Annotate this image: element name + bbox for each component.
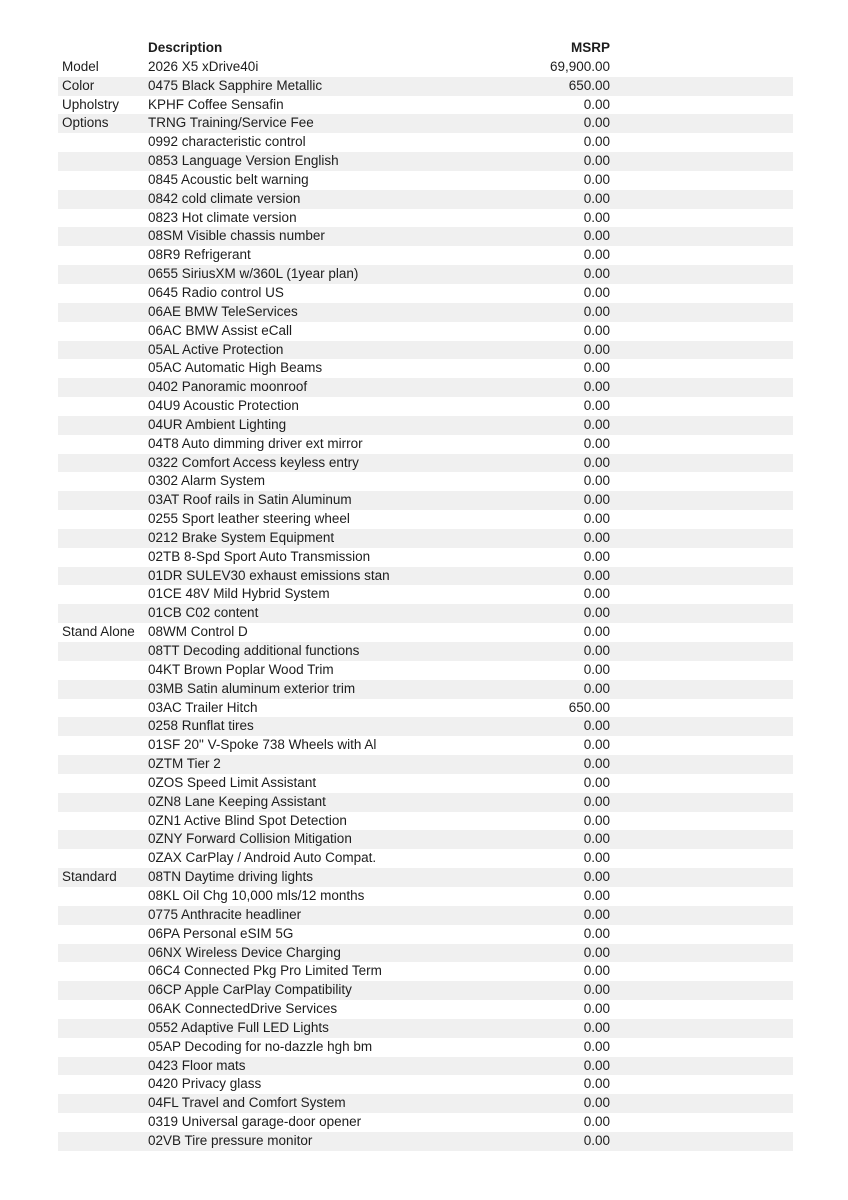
description-cell: 06C4 Connected Pkg Pro Limited Term — [148, 963, 382, 979]
msrp-cell: 0.00 — [583, 511, 610, 527]
msrp-cell: 650.00 — [568, 699, 610, 715]
msrp-cell: 0.00 — [583, 1001, 610, 1017]
msrp-cell: 0.00 — [583, 190, 610, 206]
msrp-cell: 0.00 — [583, 944, 610, 960]
table-row — [58, 529, 793, 548]
description-cell: TRNG Training/Service Fee — [148, 115, 314, 131]
description-cell: KPHF Coffee Sensafin — [148, 96, 284, 112]
description-cell: 0319 Universal garage-door opener — [148, 1114, 362, 1130]
description-cell: 0992 characteristic control — [148, 134, 306, 150]
description-cell: 04T8 Auto dimming driver ext mirror — [148, 435, 363, 451]
msrp-cell: 0.00 — [583, 850, 610, 866]
msrp-cell: 0.00 — [583, 529, 610, 545]
table-row — [58, 133, 793, 152]
msrp-cell: 0.00 — [583, 398, 610, 414]
table-row — [58, 190, 793, 209]
msrp-cell: 0.00 — [583, 1057, 610, 1073]
msrp-cell: 0.00 — [583, 774, 610, 790]
table-row — [58, 378, 793, 397]
description-cell: 02TB 8-Spd Sport Auto Transmission — [148, 548, 371, 564]
msrp-cell: 0.00 — [583, 284, 610, 300]
msrp-cell: 0.00 — [583, 737, 610, 753]
description-cell: 08TT Decoding additional functions — [148, 643, 360, 658]
category-cell: Upholstry — [62, 96, 120, 112]
table-row — [58, 1019, 793, 1038]
table-row — [58, 661, 793, 680]
msrp-cell: 0.00 — [583, 887, 610, 903]
msrp-cell: 0.00 — [583, 1038, 610, 1054]
msrp-cell: 0.00 — [583, 567, 610, 583]
description-cell: 0853 Language Version English — [148, 153, 339, 169]
description-cell: 0552 Adaptive Full LED Lights — [148, 1019, 329, 1035]
table-row — [58, 548, 793, 567]
description-cell: 0258 Runflat tires — [148, 718, 254, 734]
table-row — [58, 472, 793, 491]
description-cell: 0645 Radio control US — [148, 284, 284, 300]
msrp-cell: 0.00 — [583, 266, 610, 282]
table-row — [58, 58, 793, 77]
msrp-cell: 0.00 — [583, 228, 610, 244]
description-cell: 05AP Decoding for no-dazzle hgh bm — [148, 1038, 373, 1054]
msrp-cell: 0.00 — [583, 586, 610, 602]
table-row — [58, 925, 793, 944]
description-cell: 08WM Control D — [148, 624, 248, 640]
description-cell: 0823 Hot climate version — [148, 209, 297, 225]
table-row — [58, 567, 793, 586]
description-cell: 05AC Automatic High Beams — [148, 360, 323, 376]
table-row — [58, 114, 793, 133]
msrp-cell: 0.00 — [583, 1114, 610, 1130]
table-row — [58, 435, 793, 454]
table-row — [58, 1113, 793, 1132]
description-cell: 06AK ConnectedDrive Services — [148, 1001, 338, 1017]
msrp-cell: 0.00 — [583, 209, 610, 225]
category-cell: Options — [62, 115, 109, 131]
table-row — [58, 680, 793, 699]
table-row — [58, 77, 793, 96]
table-row — [58, 981, 793, 1000]
table-row — [58, 171, 793, 190]
msrp-cell: 0.00 — [583, 869, 610, 885]
description-cell: 0322 Comfort Access keyless entry — [148, 454, 359, 470]
description-cell: 06AC BMW Assist eCall — [148, 322, 293, 338]
description-cell: 08R9 Refrigerant — [148, 247, 251, 263]
description-cell: 03AC Trailer Hitch — [148, 699, 258, 715]
description-cell: 0255 Sport leather steering wheel — [148, 511, 350, 527]
table-row — [58, 944, 793, 963]
description-cell: 04UR Ambient Lighting — [148, 416, 287, 432]
description-cell: 01CE 48V Mild Hybrid System — [148, 586, 330, 602]
table-row — [58, 96, 793, 115]
description-cell: 08TN Daytime driving lights — [148, 869, 314, 885]
msrp-cell: 0.00 — [583, 831, 610, 847]
table-row — [58, 227, 793, 246]
description-cell: 03AT Roof rails in Satin Aluminum — [148, 492, 352, 508]
table-header-row — [58, 39, 793, 58]
table-row — [58, 246, 793, 265]
vehicle-options-table — [58, 39, 793, 1151]
msrp-cell: 0.00 — [583, 756, 610, 772]
msrp-cell: 69,900.00 — [549, 58, 610, 74]
msrp-cell: 0.00 — [583, 153, 610, 169]
msrp-cell: 0.00 — [583, 303, 610, 319]
msrp-column-header: MSRP — [570, 40, 610, 55]
description-cell: 0ZTM Tier 2 — [148, 756, 221, 772]
table-row — [58, 454, 793, 473]
table-row — [58, 585, 793, 604]
table-row — [58, 359, 793, 378]
msrp-cell: 0.00 — [583, 134, 610, 150]
description-cell: 03MB Satin aluminum exterior trim — [148, 680, 356, 696]
msrp-cell: 0.00 — [583, 812, 610, 828]
msrp-cell: 0.00 — [583, 661, 610, 677]
table-row — [58, 774, 793, 793]
description-cell: 0ZN8 Lane Keeping Assistant — [148, 793, 326, 809]
description-cell: 0842 cold climate version — [148, 190, 301, 206]
table-row — [58, 604, 793, 623]
msrp-cell: 0.00 — [583, 454, 610, 470]
description-cell: 04KT Brown Poplar Wood Trim — [148, 661, 334, 677]
msrp-cell: 0.00 — [583, 96, 610, 112]
msrp-cell: 0.00 — [583, 492, 610, 508]
description-cell: 0420 Privacy glass — [148, 1076, 262, 1092]
table-body — [58, 58, 793, 1151]
description-cell: 06AE BMW TeleServices — [148, 303, 298, 319]
table-row — [58, 303, 793, 322]
table-row — [58, 341, 793, 360]
table-row — [58, 491, 793, 510]
description-cell: 0475 Black Sapphire Metallic — [148, 77, 323, 93]
msrp-cell: 0.00 — [583, 1019, 610, 1035]
table-row — [58, 962, 793, 981]
msrp-cell: 650.00 — [568, 77, 610, 93]
table-row — [58, 1000, 793, 1019]
msrp-cell: 0.00 — [583, 1095, 610, 1111]
msrp-cell: 0.00 — [583, 360, 610, 376]
table-row — [58, 284, 793, 303]
description-cell: 2026 X5 xDrive40i — [148, 58, 259, 74]
table-row — [58, 152, 793, 171]
description-cell: 06PA Personal eSIM 5G — [148, 925, 294, 941]
msrp-cell: 0.00 — [583, 379, 610, 395]
table-row — [58, 699, 793, 718]
table-row — [58, 1094, 793, 1113]
msrp-cell: 0.00 — [583, 963, 610, 979]
msrp-cell: 0.00 — [583, 171, 610, 187]
description-cell: 02VB Tire pressure monitor — [148, 1132, 313, 1148]
msrp-cell: 0.00 — [583, 416, 610, 432]
description-cell: 06CP Apple CarPlay Compatibility — [148, 982, 352, 998]
description-cell: 05AL Active Protection — [148, 341, 284, 357]
table-row — [58, 623, 793, 642]
description-cell: 0302 Alarm System — [148, 473, 266, 489]
description-cell: 0ZN1 Active Blind Spot Detection — [148, 812, 347, 828]
table-row — [58, 265, 793, 284]
description-cell: 0ZNY Forward Collision Mitigation — [148, 831, 352, 847]
description-cell: 04FL Travel and Comfort System — [148, 1095, 346, 1111]
table-row — [58, 830, 793, 849]
description-cell: 0775 Anthracite headliner — [148, 906, 302, 922]
table-row — [58, 1038, 793, 1057]
description-cell: 06NX Wireless Device Charging — [148, 944, 341, 960]
category-cell: Standard — [62, 869, 117, 885]
msrp-cell: 0.00 — [583, 322, 610, 338]
msrp-cell: 0.00 — [583, 793, 610, 809]
table-row — [58, 736, 793, 755]
msrp-cell: 0.00 — [583, 624, 610, 640]
msrp-cell: 0.00 — [583, 341, 610, 357]
table-row — [58, 717, 793, 736]
table-row — [58, 812, 793, 831]
description-cell: 0402 Panoramic moonroof — [148, 379, 308, 395]
table-row — [58, 416, 793, 435]
msrp-cell: 0.00 — [583, 247, 610, 263]
table-row — [58, 209, 793, 228]
description-cell: 0845 Acoustic belt warning — [148, 171, 309, 187]
msrp-cell: 0.00 — [583, 1132, 610, 1148]
description-column-header: Description — [148, 40, 223, 55]
table-row — [58, 1132, 793, 1151]
msrp-cell: 0.00 — [583, 1076, 610, 1092]
msrp-cell: 0.00 — [583, 548, 610, 564]
description-cell: 01CB C02 content — [148, 605, 259, 621]
description-cell: 0ZOS Speed Limit Assistant — [148, 774, 317, 790]
msrp-cell: 0.00 — [583, 115, 610, 131]
table-row — [58, 849, 793, 868]
table-row — [58, 322, 793, 341]
description-cell: 0212 Brake System Equipment — [148, 529, 335, 545]
description-cell: 0ZAX CarPlay / Android Auto Compat. — [148, 850, 377, 866]
category-cell: Model — [62, 58, 99, 74]
table-row — [58, 642, 793, 661]
category-cell: Color — [62, 77, 95, 93]
description-cell: 08SM Visible chassis number — [148, 228, 325, 244]
msrp-cell: 0.00 — [583, 680, 610, 696]
table-row — [58, 1057, 793, 1076]
msrp-cell: 0.00 — [583, 605, 610, 621]
msrp-cell: 0.00 — [583, 906, 610, 922]
msrp-cell: 0.00 — [583, 643, 610, 658]
msrp-cell: 0.00 — [583, 435, 610, 451]
msrp-cell: 0.00 — [583, 718, 610, 734]
msrp-cell: 0.00 — [583, 473, 610, 489]
table-row — [58, 793, 793, 812]
description-cell: 01SF 20" V-Spoke 738 Wheels with Al — [148, 737, 377, 753]
description-cell: 0655 SiriusXM w/360L (1year plan) — [148, 266, 359, 282]
category-cell: Stand Alone — [62, 624, 135, 640]
table-row — [58, 397, 793, 416]
table-row — [58, 1075, 793, 1094]
table-row — [58, 906, 793, 925]
table-row — [58, 510, 793, 529]
description-cell: 01DR SULEV30 exhaust emissions stan — [148, 567, 390, 583]
description-cell: 0423 Floor mats — [148, 1057, 246, 1073]
msrp-cell: 0.00 — [583, 925, 610, 941]
table-row — [58, 755, 793, 774]
description-cell: 08KL Oil Chg 10,000 mls/12 months — [148, 887, 365, 903]
msrp-cell: 0.00 — [583, 982, 610, 998]
table-row — [58, 868, 793, 887]
table-row — [58, 887, 793, 906]
description-cell: 04U9 Acoustic Protection — [148, 398, 299, 414]
